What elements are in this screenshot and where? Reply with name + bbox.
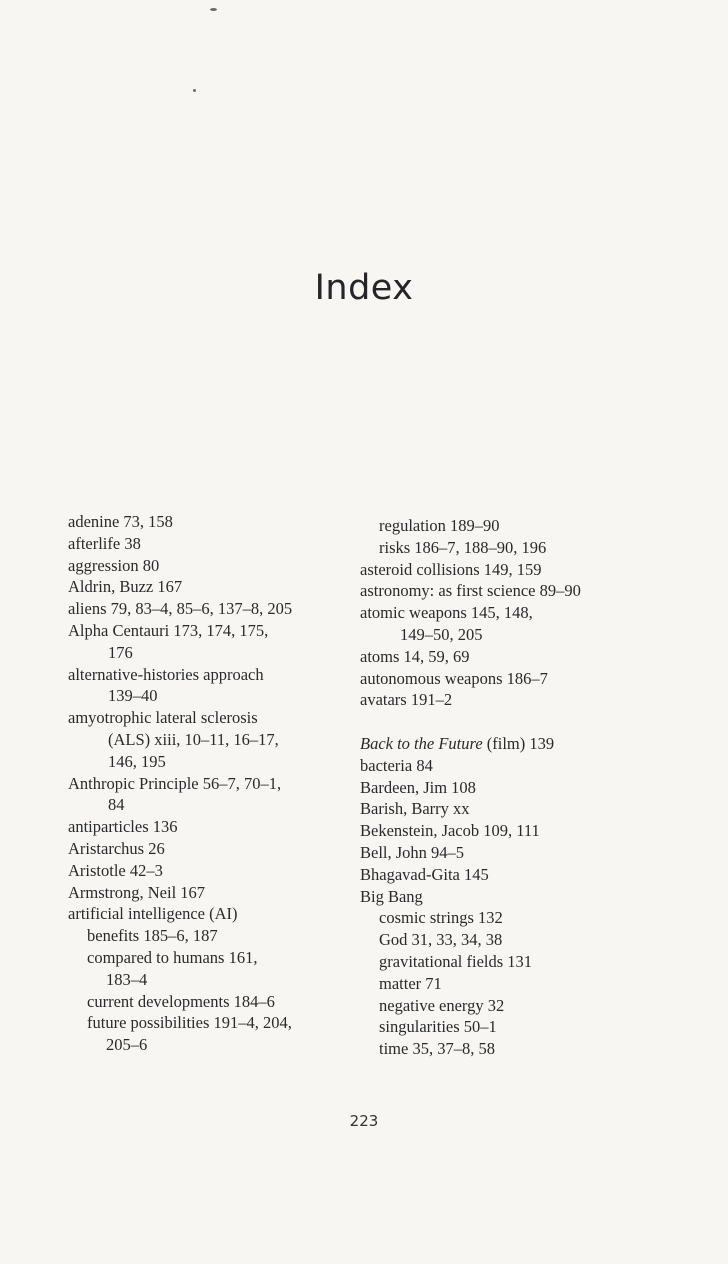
index-subentry: benefits 185–6, 187 bbox=[87, 926, 218, 946]
paper-speck bbox=[210, 8, 217, 11]
index-entry: amyotrophic lateral sclerosis bbox=[68, 708, 258, 728]
letter-section-gap bbox=[360, 711, 650, 733]
index-entry-continuation: 176 bbox=[108, 642, 133, 662]
index-entry: bacteria 84 bbox=[360, 755, 433, 775]
index-entry: Aristotle 42–3 bbox=[68, 860, 163, 880]
index-subentry: regulation 189–90 bbox=[379, 516, 500, 535]
index-entry: Aldrin, Buzz 167 bbox=[68, 577, 183, 597]
index-subentry: gravitational fields 131 bbox=[379, 951, 533, 971]
index-entry: artificial intelligence (AI) bbox=[68, 904, 238, 924]
index-entry: antiparticles 136 bbox=[68, 817, 178, 837]
index-subentry-continuation: 183–4 bbox=[106, 969, 148, 989]
index-entry: asteroid collisions 149, 159 bbox=[360, 559, 542, 579]
page-number: 223 bbox=[349, 1112, 379, 1130]
index-subentry: singularities 50–1 bbox=[379, 1017, 497, 1037]
index-subentry: God 31, 33, 34, 38 bbox=[379, 930, 503, 950]
index-column-right bbox=[360, 515, 650, 1060]
index-entry: aliens 79, 83–4, 85–6, 137–8, 205 bbox=[68, 599, 293, 619]
index-entry-suffix: (film) 139 bbox=[486, 733, 555, 753]
index-entry: astronomy: as first science 89–90 bbox=[360, 581, 581, 601]
index-entry-continuation: 149–50, 205 bbox=[400, 624, 483, 644]
index-entry: Aristarchus 26 bbox=[68, 838, 165, 858]
index-entry: atomic weapons 145, 148, bbox=[360, 603, 533, 623]
index-entry: Alpha Centauri 173, 174, 175, bbox=[68, 620, 269, 640]
index-subentry: time 35, 37–8, 58 bbox=[379, 1039, 495, 1059]
index-subentry-continuation: 205–6 bbox=[106, 1035, 148, 1055]
index-entry: Bardeen, Jim 108 bbox=[360, 777, 476, 797]
index-entry: afterlife 38 bbox=[68, 533, 141, 553]
index-entry: avatars 191–2 bbox=[360, 690, 453, 710]
index-entry: atoms 14, 59, 69 bbox=[360, 646, 470, 666]
index-entry-continuation: 84 bbox=[108, 795, 125, 815]
index-entry: Big Bang bbox=[360, 886, 423, 906]
index-entry-continuation: 146, 195 bbox=[108, 751, 166, 771]
index-subentry: negative energy 32 bbox=[379, 995, 505, 1015]
index-subentry: compared to humans 161, bbox=[87, 947, 258, 967]
page-title: Index bbox=[314, 268, 414, 308]
index-entry: Bhagavad-Gita 145 bbox=[360, 864, 489, 884]
index-entry-continuation: (ALS) xiii, 10–11, 16–17, bbox=[108, 729, 279, 749]
index-entry-continuation: 139–40 bbox=[108, 686, 158, 706]
index-entry: autonomous weapons 186–7 bbox=[360, 668, 548, 688]
index-entry: Anthropic Principle 56–7, 70–1, bbox=[68, 773, 282, 793]
index-subentry: current developments 184–6 bbox=[87, 991, 275, 1011]
index-entry: Bell, John 94–5 bbox=[360, 842, 465, 862]
index-entry: alternative-histories approach bbox=[68, 664, 264, 684]
index-subentry: matter 71 bbox=[379, 973, 442, 993]
index-entry: Barish, Barry xx bbox=[360, 799, 470, 819]
index-entry-italic-title: Back to the Future bbox=[360, 733, 483, 753]
index-column-left bbox=[68, 511, 348, 1056]
index-entry: Bekenstein, Jacob 109, 111 bbox=[360, 821, 540, 841]
index-subentry: risks 186–7, 188–90, 196 bbox=[379, 537, 547, 557]
index-entry: aggression 80 bbox=[68, 555, 160, 575]
index-subentry: cosmic strings 132 bbox=[379, 908, 503, 928]
index-subentry: future possibilities 191–4, 204, bbox=[87, 1013, 292, 1033]
index-entry: adenine 73, 158 bbox=[68, 512, 173, 531]
index-entry: Armstrong, Neil 167 bbox=[68, 882, 206, 902]
paper-speck bbox=[193, 89, 196, 92]
index-entry bbox=[360, 733, 650, 755]
